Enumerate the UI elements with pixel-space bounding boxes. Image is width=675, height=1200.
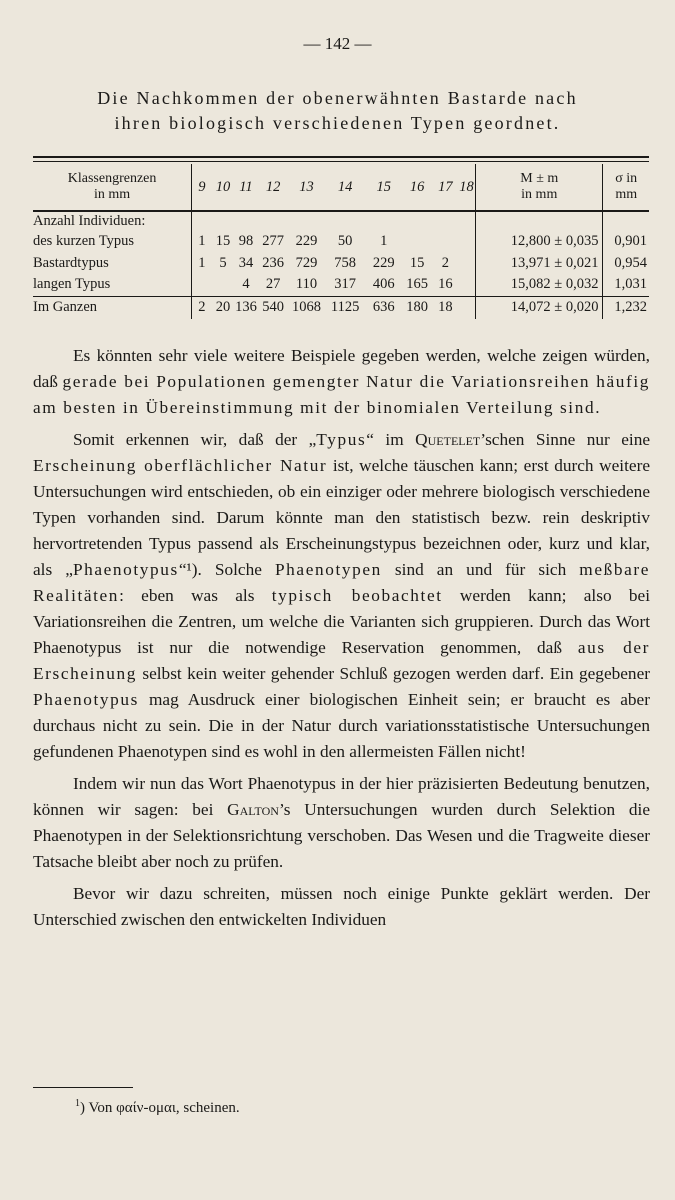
class-header: 12 [265, 178, 281, 195]
mean-cell: 13,971 ± 0,021 [476, 253, 603, 275]
class-header: 18 [459, 178, 474, 195]
table-top-rule-thin [33, 161, 649, 162]
table-title-line-1: Die Nachkommen der obenerwähnten Bastarde nach [97, 88, 578, 108]
group-label-row [33, 211, 649, 231]
total-cell: 18 [433, 296, 458, 319]
table-row [33, 253, 649, 275]
count-cell: 27 [265, 276, 281, 293]
count-cell: 758 [334, 254, 356, 271]
count-cell: 406 [372, 276, 395, 293]
total-cell: 136 [234, 296, 257, 319]
table-header-row [33, 164, 649, 211]
footnote-mark: 1 [75, 1098, 80, 1109]
class-header: 17 [438, 178, 453, 195]
count-cell: 15 [409, 254, 425, 271]
class-header: 11 [239, 178, 253, 195]
footnote [75, 1098, 240, 1117]
class-header: 9 [192, 164, 212, 211]
count-cell [192, 274, 212, 296]
table-title [30, 86, 645, 136]
count-cell: 236 [262, 254, 284, 271]
class-header: 10 [215, 178, 231, 195]
total-mean-cell: 14,072 ± 0,020 [476, 296, 603, 319]
count-cell: 317 [334, 276, 356, 293]
count-cell: 98 [238, 233, 254, 250]
paragraph-1: Es könnten sehr viele weitere Beispiele gegeben werden, welche zeigen würden, daß gerade bei Populationen gemengter Natur die Variationsreihen häufig am besten in Übereinstimmung mit der binomialen Verteilung sind. [33, 346, 650, 417]
count-cell [458, 231, 476, 253]
sigma-header: σ in mm [603, 164, 649, 211]
total-cell: 1068 [289, 296, 324, 319]
count-cell: 1 [380, 233, 388, 250]
total-cell: 2 [192, 296, 212, 319]
total-row [33, 296, 649, 319]
class-header: 15 [376, 178, 391, 195]
class-header: 16 [409, 178, 425, 195]
sigma-cell: 1,031 [603, 274, 649, 296]
count-cell [433, 231, 458, 253]
count-cell: 4 [242, 276, 250, 293]
page-number: — 142 — [303, 34, 372, 53]
count-cell: 34 [238, 254, 254, 271]
data-table [33, 164, 649, 319]
class-limits-header: Klassengrenzen in mm [67, 171, 157, 202]
sigma-cell: 0,954 [603, 253, 649, 275]
group-label: Anzahl Individuen: [33, 211, 192, 231]
total-cell: 636 [366, 296, 401, 319]
count-cell: 277 [262, 233, 284, 250]
count-cell: 729 [295, 254, 318, 271]
count-cell: 1 [192, 231, 212, 253]
mean-cell: 15,082 ± 0,032 [476, 274, 603, 296]
row-label: langen Typus [33, 276, 111, 293]
count-cell [458, 274, 476, 296]
total-cell: 540 [257, 296, 288, 319]
body-text [33, 343, 650, 939]
total-label: Im Ganzen [33, 296, 192, 319]
row-label: Bastardtypus [33, 254, 109, 271]
total-cell: 180 [401, 296, 432, 319]
count-cell [458, 253, 476, 275]
count-cell: 229 [372, 254, 395, 271]
footnote-text: ) Von φαίν-ομαι, scheinen. [80, 1100, 240, 1116]
paragraph-3: Indem wir nun das Wort Phaenotypus in der hier präzisierten Bedeutung benutzen, können wir sagen: bei Galton’s Untersuchungen wurden durch Selektion die Phaenotypen in der Selektionsrichtung verschoben. Das Wesen und die Tragweite dieser Tatsache bleibt aber noch zu prüfen. [33, 774, 650, 871]
table-row [33, 274, 649, 296]
count-cell: 1 [192, 253, 212, 275]
class-header: 13 [299, 178, 314, 195]
class-header: 14 [337, 178, 353, 195]
count-cell: 229 [295, 233, 318, 250]
count-cell: 50 [337, 233, 353, 250]
footnote-rule [33, 1087, 133, 1088]
row-label: des kurzen Typus [33, 233, 135, 250]
total-cell [458, 296, 476, 319]
paragraph-2: Somit erkennen wir, daß der „Typus“ im Quetelet’schen Sinne nur eine Erscheinung oberflächlicher Natur ist, welche täuschen kann; erst durch weitere Untersuchungen wird entschieden, ob ein einziger oder mehrere biologisch verschiedene Typen vorhanden sind. Darum könnte man den statistisch bezw. rein deskriptiv hervortretenden Typus passend als Erscheinungstypus bezeichnen oder, kurz und klar, als „Phaenotypus“¹). Solche Phaenotypen sind an und für sich meßbare Realitäten: eben was als typisch beobachtet werden kann; also bei Variationsreihen die Zentren, um welche die Varianten sich gruppieren. Durch das Wort Phaenotypus ist nur die notwendige Reservation genommen, daß aus der Erscheinung selbst kein weiter gehender Schluß gezogen werden darf. Ein gegebener Phaenotypus mag Ausdruck einer biologischen Einheit sein; er braucht es aber durchaus nicht zu sein. Die in der Natur durch variationsstatistische Untersuchungen gefundenen Phaenotypen sind es wohl in den allermeisten Fällen nicht! [33, 430, 651, 761]
total-cell: 1125 [324, 296, 366, 319]
total-cell: 20 [212, 296, 235, 319]
paragraph-4: Bevor wir dazu schreiten, müssen noch einige Punkte geklärt werden. Der Unterschied zwischen den entwickelten Individuen [33, 884, 650, 929]
count-cell [212, 274, 235, 296]
total-sigma-cell: 1,232 [603, 296, 649, 319]
count-cell: 165 [406, 276, 429, 293]
count-cell: 110 [295, 276, 318, 293]
count-cell [401, 231, 432, 253]
count-cell: 16 [438, 276, 453, 293]
mean-header: M ± m in mm [476, 164, 603, 211]
mean-cell: 12,800 ± 0,035 [476, 231, 603, 253]
count-cell: 2 [441, 254, 449, 271]
sigma-cell: 0,901 [603, 231, 649, 253]
table-title-line-2: ihren biologisch verschiedenen Typen geordnet. [114, 113, 561, 133]
table-row [33, 231, 649, 253]
table-top-rule [33, 156, 649, 158]
count-cell: 5 [219, 254, 227, 271]
count-cell: 15 [215, 233, 231, 250]
